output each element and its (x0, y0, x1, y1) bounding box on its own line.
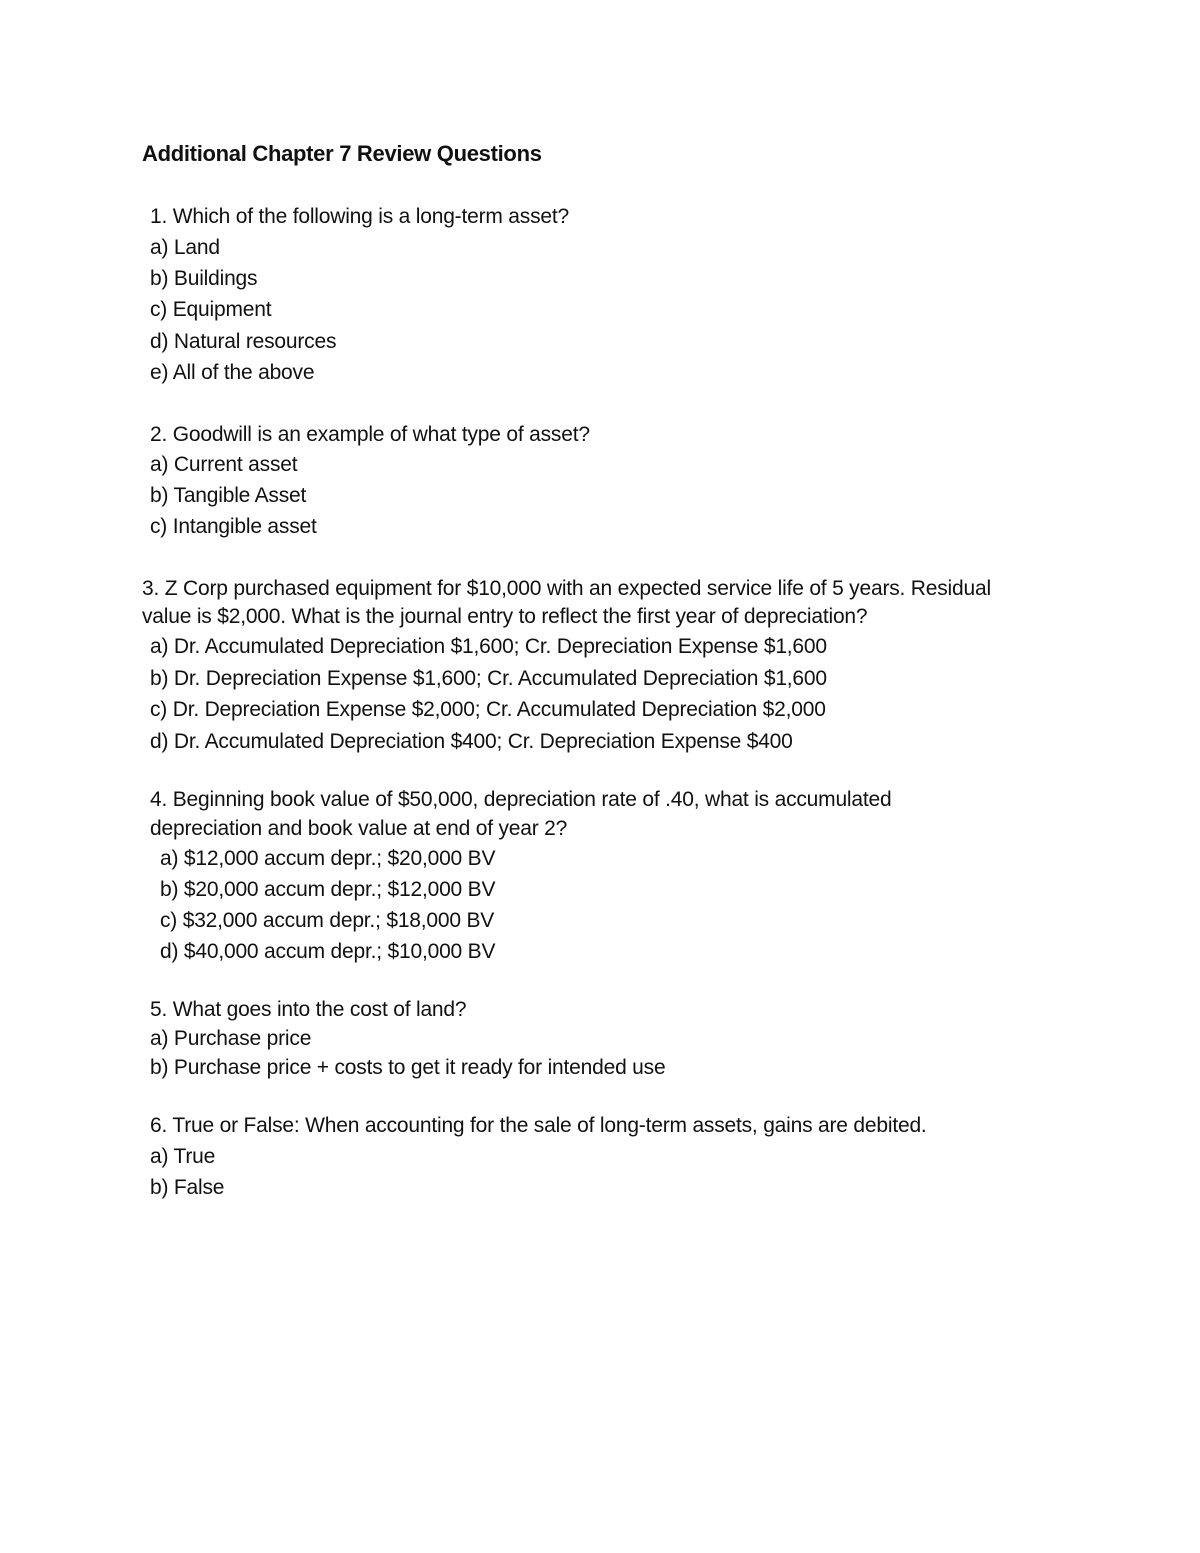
question-2-option-c: c) Intangible asset (150, 515, 317, 538)
question-4-option-d: d) $40,000 accum depr.; $10,000 BV (160, 940, 496, 963)
question-6-stem: 6. True or False: When accounting for the sale of long-term assets, gains are debited. (150, 1114, 927, 1137)
question-1-option-b: b) Buildings (150, 267, 258, 290)
question-3-option-a: a) Dr. Accumulated Depreciation $1,600; Cr. Depreciation Expense $1,600 (150, 635, 827, 658)
question-5-option-a: a) Purchase price (150, 1027, 312, 1050)
question-3-option-d: d) Dr. Accumulated Depreciation $400; Cr. Depreciation Expense $400 (150, 730, 793, 753)
question-6-option-b: b) False (150, 1176, 225, 1199)
question-1-option-a: a) Land (150, 236, 220, 259)
question-4-option-a: a) $12,000 accum depr.; $20,000 BV (160, 847, 496, 870)
question-4-stem-line-2: depreciation and book value at end of year 2? (150, 817, 568, 840)
question-1-option-e: e) All of the above (150, 361, 315, 384)
question-3-option-c: c) Dr. Depreciation Expense $2,000; Cr. Accumulated Depreciation $2,000 (150, 698, 826, 721)
question-4-option-b: b) $20,000 accum depr.; $12,000 BV (160, 878, 496, 901)
question-3-option-b: b) Dr. Depreciation Expense $1,600; Cr. Accumulated Depreciation $1,600 (150, 667, 827, 690)
question-1-stem: 1. Which of the following is a long-term asset? (150, 205, 569, 228)
question-4-option-c: c) $32,000 accum depr.; $18,000 BV (160, 909, 495, 932)
question-2-stem: 2. Goodwill is an example of what type of asset? (150, 423, 590, 446)
question-1-option-c: c) Equipment (150, 298, 272, 321)
question-1-option-d: d) Natural resources (150, 330, 337, 353)
document-title: Additional Chapter 7 Review Questions (142, 141, 542, 166)
question-5-stem: 5. What goes into the cost of land? (150, 998, 467, 1021)
question-2-option-b: b) Tangible Asset (150, 484, 307, 507)
question-4-stem-line-1: 4. Beginning book value of $50,000, depreciation rate of .40, what is accumulated (150, 788, 892, 811)
question-3-stem-line-2: value is $2,000. What is the journal entry to reflect the first year of depreciation? (142, 605, 868, 628)
question-3-stem-line-1: 3. Z Corp purchased equipment for $10,000 with an expected service life of 5 years. Residual (142, 577, 991, 600)
question-5-option-b: b) Purchase price + costs to get it ready for intended use (150, 1056, 666, 1079)
question-6-option-a: a) True (150, 1145, 216, 1168)
question-2-option-a: a) Current asset (150, 453, 298, 476)
